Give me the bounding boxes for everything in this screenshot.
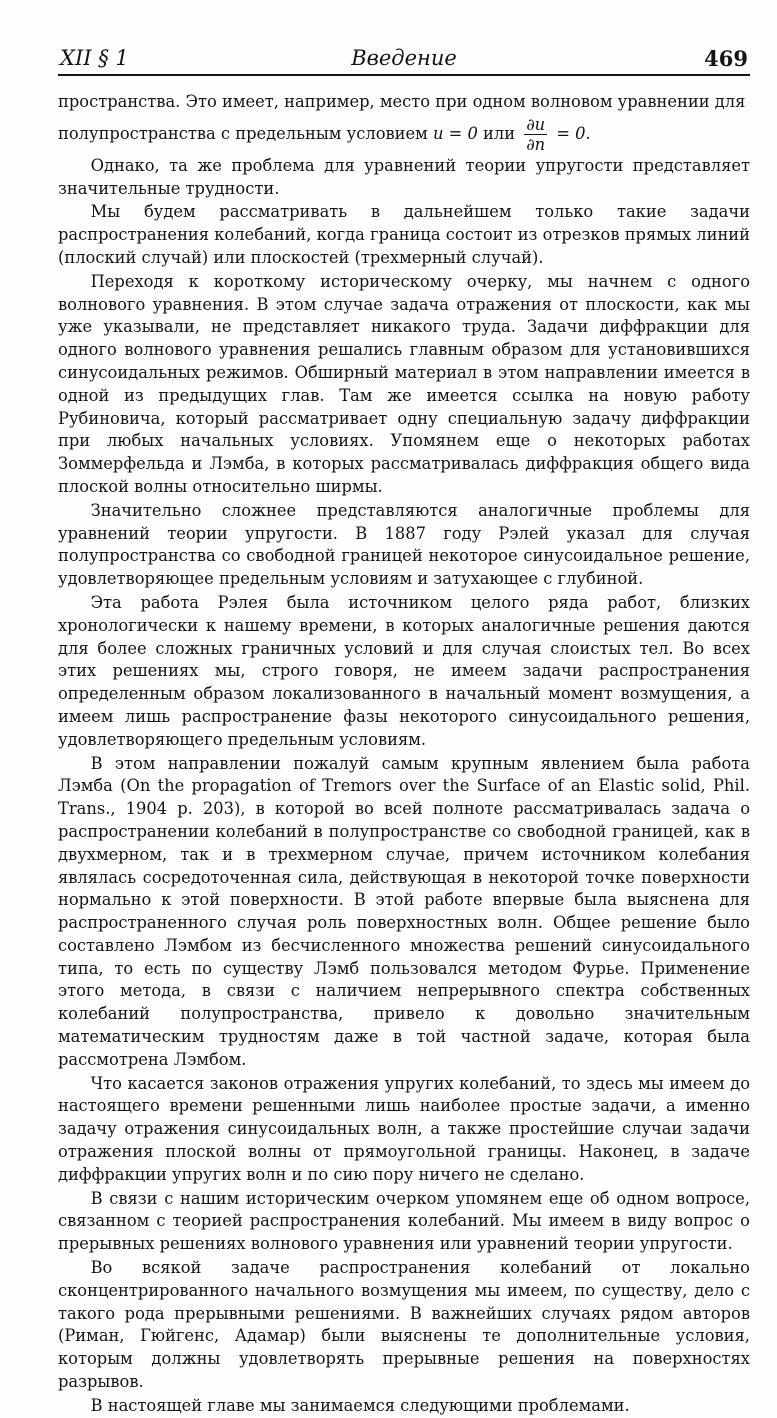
partial-derivative-fraction	[524, 115, 547, 154]
formula-or: или	[483, 123, 516, 143]
section-label: XII § 1	[60, 46, 129, 70]
formula-condition-u: u = 0	[433, 123, 478, 143]
paragraph: Переходя к короткому историческому очерку, мы начнем с одного волнового уравнения. В этом случае задача отражения от плоскости, как мы уже указывали, не представляет никакого труда. Задачи диффракции для одного волнового уравнения решались главным образом для установившихся синусоидальных режимов. Обширный материал в этом направлении имеется в одной из предыдущих глав. Там же имеется ссылка на новую работу Рубиновича, который рассматривает одну специальную задачу диффракции при любых начальных условиях. Упомянем еще о некоторых работах Зоммерфельда и Лэмба, в которых рассматривалась диффракция общего вида плоской волны относительно ширмы.	[58, 271, 750, 496]
paragraph: Что касается законов отражения упругих колебаний, то здесь мы имеем до настоящего времени решенными лишь наиболее простые задачи, а именно задачу отражения синусоидальных волн, а также простейшие случаи задачи отражения плоской волны от прямоугольной границы. Наконец, в задаче диффракции упругих волн и по сию пору ничего не сделано.	[58, 1073, 750, 1184]
formula-intro: полупространства с предельным условием	[58, 123, 428, 143]
paragraph-continued: пространства. Это имеет, например, место при одном волновом уравнении для	[58, 92, 746, 111]
paragraph: Значительно сложнее представляются аналогичные проблемы для уравнений теории упругости. В 1887 году Рэлей указал для случая полупространства со свободной границей некоторое синусоидальное решение, удовлетворяющее предельным условиям и затухающее с глубиной.	[58, 500, 750, 589]
chapter-title: Введение	[351, 46, 457, 70]
fraction-denominator: ∂n	[526, 134, 546, 154]
paragraph: Мы будем рассматривать в дальнейшем только такие задачи распространения колебаний, когда граница состоит из отрезков прямых линий (плоский случай) или плоскостей (трехмерный случай).	[58, 202, 750, 267]
formula-condition-end: = 0.	[556, 123, 591, 143]
fraction-numerator: ∂u	[526, 114, 546, 134]
paragraph: В этом направлении пожалуй самым крупным явлением была работа Лэмба (On the propagation of Tremors over the Surface of an Elastic solid, Phil. Trans., 1904 p. 203), в которой во всей полноте рассматривалась задача о распространении колебаний в полупространстве со свободной границей, как в двухмерном, так и в трехмерном случае, причем источником колебания являлась сосредоточенная сила, действующая в некоторой точке поверхности нормально к этой поверхности. В этой работе впервые была выяснена для распространенного случая роль поверхностных волн. Общее решение было составлено Лэмбом из бесчисленного множества решений синусоидального типа, то есть по существу Лэмб пользовался методом Фурье. Применение этого метода, в связи с наличием непрерывного спектра собственных колебаний полупространства, привело к довольно значительным математическим трудностям даже в той частной задаче, которая была рассмотрена Лэмбом.	[58, 753, 750, 1069]
formula-line	[58, 115, 750, 154]
paragraph: В настоящей главе мы занимаемся следующими проблемами.	[90, 1395, 630, 1415]
running-header	[58, 44, 750, 76]
body-text	[58, 91, 750, 1418]
page-number: 469	[704, 46, 748, 71]
paragraph: Однако, та же проблема для уравнений теории упругости представляет значительные трудности.	[58, 155, 750, 198]
paragraph: В связи с нашим историческим очерком упомянем еще об одном вопросе, связанном с теорией распространения колебаний. Мы имеем в виду вопрос о прерывных решениях волнового уравнения или уравнений теории упругости.	[58, 1188, 750, 1254]
paragraph: Во всякой задаче распространения колебаний от локально сконцентрированного начального возмущения мы имеем, по существу, дело с такого рода прерывными решениями. В важнейших случаях рядом авторов (Риман, Гюйгенс, Адамар) были выяснены те дополнительные условия, которым должны удовлетворять прерывные решения на поверхностях разрывов.	[58, 1258, 750, 1392]
paragraph: Эта работа Рэлея была источником целого ряда работ, близких хронологически к нашему времени, в которых аналогичные решения даются для более сложных граничных условий и для случая слоистых тел. Во всех этих решениях мы, строго говоря, не имеем задачи распространения определенным образом локализованного в начальный момент возмущения, а имеем лишь распространение фазы некоторого синусоидального решения, удовлетворяющего предельным условиям.	[58, 592, 750, 749]
